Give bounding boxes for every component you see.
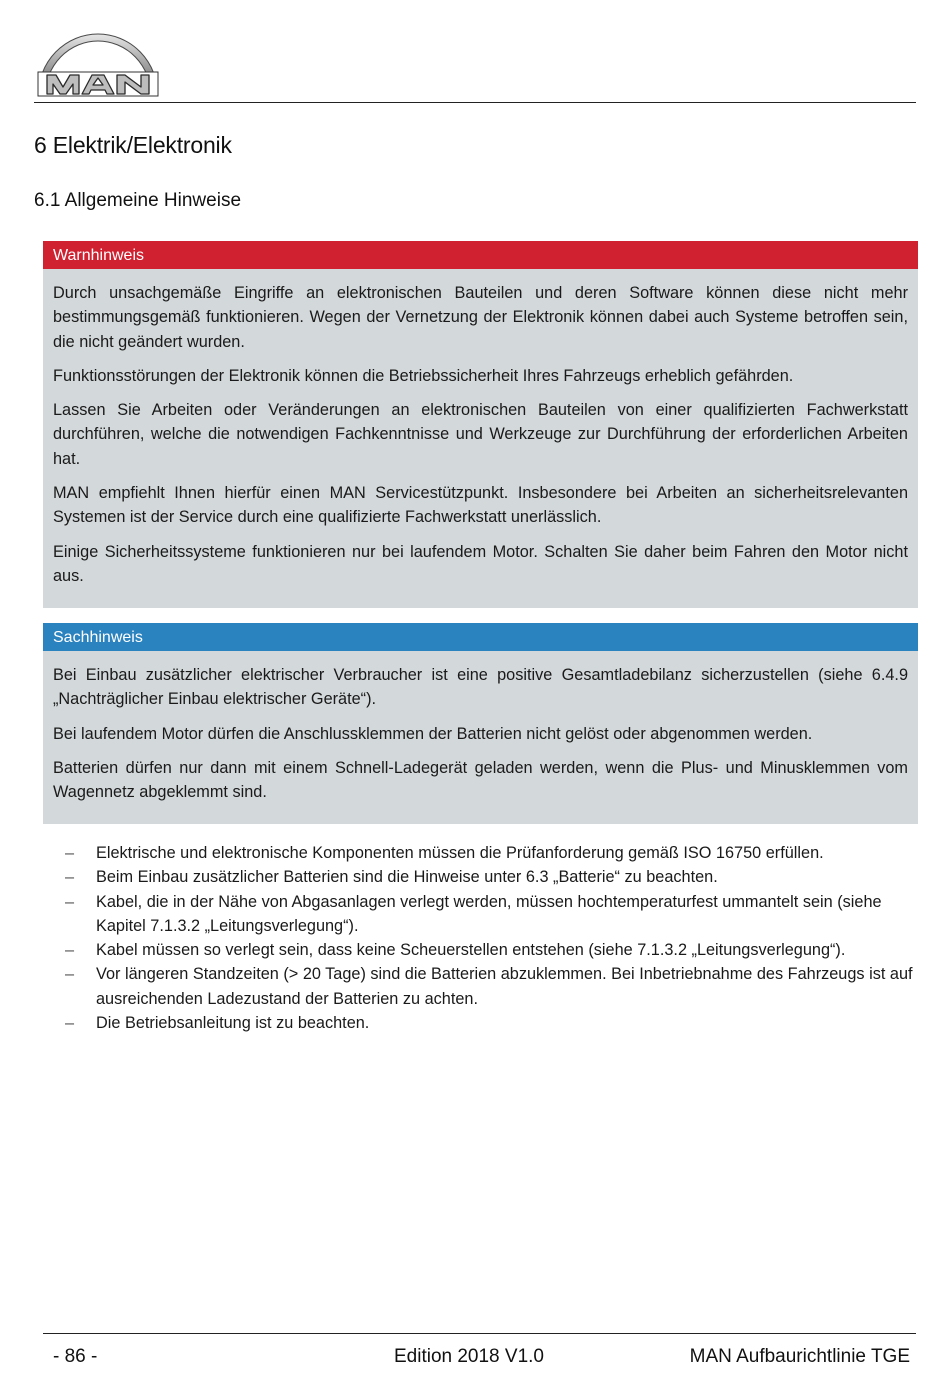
dash-marker: – (65, 941, 75, 960)
list-item (62, 962, 920, 1011)
footer-divider (43, 1333, 916, 1334)
list-item (62, 890, 920, 939)
dash-marker: – (65, 965, 75, 984)
list-item-text: Vor längeren Standzeiten (> 20 Tage) sind die Batterien abzuklemmen. Bei Inbetriebnahme des Fahrzeugs ist auf ausreichenden Ladezustand der Batterien zu achten. (96, 965, 913, 1008)
info-paragraph: Bei laufendem Motor dürfen die Anschlussklemmen der Batterien nicht gelöst oder abgenommen werden. (53, 724, 813, 743)
list-item-text: Die Betriebsanleitung ist zu beachten. (96, 1014, 370, 1033)
man-logo-graphic (34, 24, 162, 98)
warning-paragraph: Einige Sicherheitssysteme funktionieren nur bei laufendem Motor. Schalten Sie daher beim Fahren den Motor nicht aus. (53, 542, 908, 585)
dash-marker: – (65, 892, 75, 911)
warning-title: Warnhinweis (43, 241, 918, 269)
warning-paragraph: Lassen Sie Arbeiten oder Veränderungen an elektronischen Bauteilen von einer qualifizierten Fachwerkstatt durchführen, welche die notwendigen Fachkenntnisse und Werkzeuge zur Durchführung der erforderlichen Arbeiten hat. (53, 401, 908, 468)
info-paragraph: Bei Einbau zusätzlicher elektrischer Verbraucher ist eine positive Gesamtladebilanz sicherzustellen (siehe 6.4.9 „Nachträglicher Einbau elektrischer Geräte“). (53, 666, 908, 709)
warning-paragraph: Funktionsstörungen der Elektronik können die Betriebssicherheit Ihres Fahrzeugs erheblich gefährden. (53, 366, 794, 385)
requirements-list (62, 841, 920, 1035)
warning-box (43, 241, 918, 608)
info-box (43, 623, 918, 824)
list-item (62, 1011, 920, 1035)
list-item-text: Kabel müssen so verlegt sein, dass keine Scheuerstellen entstehen (siehe 7.1.3.2 „Leitungsverlegung“). (96, 941, 846, 960)
document-title: MAN Aufbaurichtlinie TGE (689, 1346, 910, 1367)
info-body (43, 651, 918, 824)
dash-marker: – (65, 1014, 75, 1033)
dash-marker: – (65, 844, 75, 862)
page-number: - 86 - (53, 1346, 98, 1367)
list-item (62, 865, 920, 889)
section-title: 6.1 Allgemeine Hinweise (34, 190, 242, 211)
man-logo (34, 24, 162, 98)
dash-marker: – (65, 868, 75, 887)
info-paragraph: Batterien dürfen nur dann mit einem Schnell-Ladegerät geladen werden, wenn die Plus- und Minusklemmen vom Wagennetz abgeklemmt sind. (53, 758, 908, 802)
list-item-text: Elektrische und elektronische Komponenten müssen die Prüfanforderung gemäß ISO 16750 erfüllen. (96, 844, 824, 862)
info-title: Sachhinweis (43, 623, 918, 651)
edition-label: Edition 2018 V1.0 (393, 1346, 544, 1367)
list-item-text: Beim Einbau zusätzlicher Batterien sind die Hinweise unter 6.3 „Batterie“ zu beachten. (96, 868, 718, 887)
header-divider (34, 102, 916, 103)
warning-body (43, 269, 918, 608)
list-item (62, 938, 920, 962)
warning-paragraph: Durch unsachgemäße Eingriffe an elektronischen Bauteilen und deren Software können diese nicht mehr bestimmungsgemäß funktionieren. Wegen der Vernetzung der Elektronik können dabei auch Systeme betroffen sein, die nicht geändert wurden. (53, 284, 908, 351)
warning-paragraph: MAN empfiehlt Ihnen hierfür einen MAN Servicestützpunkt. Insbesondere bei Arbeiten an sicherheitsrelevanten Systemen ist der Service durch eine qualifizierte Fachwerkstatt unerlässlich. (53, 484, 908, 527)
chapter-title: 6 Elektrik/Elektronik (34, 132, 232, 158)
list-item-text: Kabel, die in der Nähe von Abgasanlagen verlegt werden, müssen hochtemperaturfest ummantelt sein (siehe Kapitel 7.1.3.2 „Leitungsverlegung“). (96, 892, 882, 935)
list-item (62, 841, 920, 865)
